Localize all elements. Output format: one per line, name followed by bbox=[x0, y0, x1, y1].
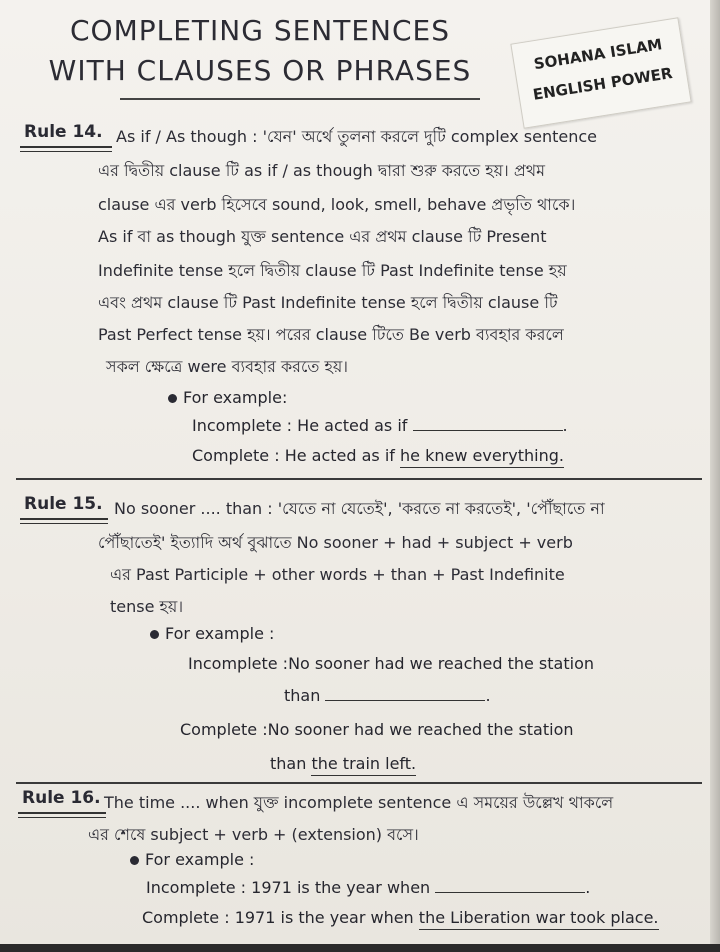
page-edge-shadow bbox=[710, 0, 720, 952]
rule-14-answer: he knew everything. bbox=[400, 446, 564, 468]
rule-15-complete: Complete :No sooner had we reached the station bbox=[180, 720, 574, 739]
rule-15-line-1: No sooner .... than : 'যেতে না যেতেই', 'করতে না করতেই', 'পৌঁছাতে না bbox=[114, 499, 605, 518]
rule-15-line-2: পৌঁছাতেই' ইত্যাদি অর্থ বুঝাতে No sooner + had + subject + verb bbox=[98, 533, 573, 552]
rule-16-line-1: The time .... when যুক্ত incomplete sentence এ সময়ের উল্লেখ থাকলে bbox=[104, 793, 614, 812]
rule-15-incomplete-cont: than . bbox=[284, 686, 491, 705]
rule-16-label: Rule 16. bbox=[22, 788, 101, 808]
rule-15-answer: the train left. bbox=[311, 754, 416, 776]
rule-15-incomplete: Incomplete :No sooner had we reached the station bbox=[188, 654, 594, 673]
rule-14-line-3: clause এর verb হিসেবে sound, look, smell, behave প্রভৃতি থাকে। bbox=[98, 195, 576, 214]
rule-16-complete: Complete : 1971 is the year when the Liberation war took place. bbox=[142, 908, 659, 927]
author-stamp bbox=[510, 17, 691, 129]
rule-15-label: Rule 15. bbox=[24, 494, 103, 514]
title-line-2: WITH CLAUSES OR PHRASES bbox=[48, 54, 472, 87]
rule-16-underline bbox=[18, 812, 106, 818]
section-divider bbox=[16, 782, 702, 784]
bullet-icon bbox=[168, 394, 177, 403]
rule-14-incomplete: Incomplete : He acted as if . bbox=[192, 416, 568, 435]
rule-15-underline bbox=[20, 518, 108, 524]
author-name: SOHANA ISLAM bbox=[532, 35, 664, 74]
rule-14-label: Rule 14. bbox=[24, 122, 103, 142]
rule-15-line-3: এর Past Participle + other words + than + Past Indefinite bbox=[110, 565, 565, 584]
rule-14-complete: Complete : He acted as if he knew everything. bbox=[192, 446, 564, 465]
rule-14-example-heading: For example: bbox=[168, 388, 287, 407]
page-bottom-edge bbox=[0, 944, 720, 952]
answer-blank bbox=[325, 686, 485, 701]
rule-14-line-5: Indefinite tense হলে দ্বিতীয় clause টি Past Indefinite tense হয় bbox=[98, 261, 567, 280]
rule-14-line-8: সকল ক্ষেত্রে were ব্যবহার করতে হয়। bbox=[106, 357, 349, 376]
answer-blank bbox=[435, 878, 585, 893]
rule-16-answer: the Liberation war took place. bbox=[419, 908, 659, 930]
rule-15-complete-cont: than the train left. bbox=[270, 754, 416, 773]
rule-14-line-2: এর দ্বিতীয় clause টি as if / as though দ্বারা শুরু করতে হয়। প্রথম bbox=[98, 161, 546, 180]
rule-15-line-4: tense হয়। bbox=[110, 597, 184, 616]
rule-16-incomplete: Incomplete : 1971 is the year when . bbox=[146, 878, 591, 897]
rule-14-line-6: এবং প্রথম clause টি Past Indefinite tense হলে দ্বিতীয় clause টি bbox=[98, 293, 558, 312]
rule-14-line-4: As if বা as though যুক্ত sentence এর প্রথম clause টি Present bbox=[98, 227, 547, 246]
rule-14-line-1: As if / As though : 'যেন' অর্থে তুলনা করলে দুটি complex sentence bbox=[116, 127, 597, 146]
title-underline bbox=[120, 98, 480, 100]
rule-15-example-heading: For example : bbox=[150, 624, 274, 643]
rule-14-line-7: Past Perfect tense হয়। পরের clause টিতে Be verb ব্যবহার করলে bbox=[98, 325, 564, 344]
brand-name: ENGLISH POWER bbox=[531, 63, 674, 104]
rule-14-underline bbox=[20, 146, 112, 152]
bullet-icon bbox=[130, 856, 139, 865]
rule-16-line-2: এর শেষে subject + verb + (extension) বসে। bbox=[88, 825, 419, 844]
answer-blank bbox=[413, 416, 563, 431]
rule-16-example-heading: For example : bbox=[130, 850, 254, 869]
section-divider bbox=[16, 478, 702, 480]
bullet-icon bbox=[150, 630, 159, 639]
title-line-1: COMPLETING SENTENCES bbox=[70, 14, 450, 47]
